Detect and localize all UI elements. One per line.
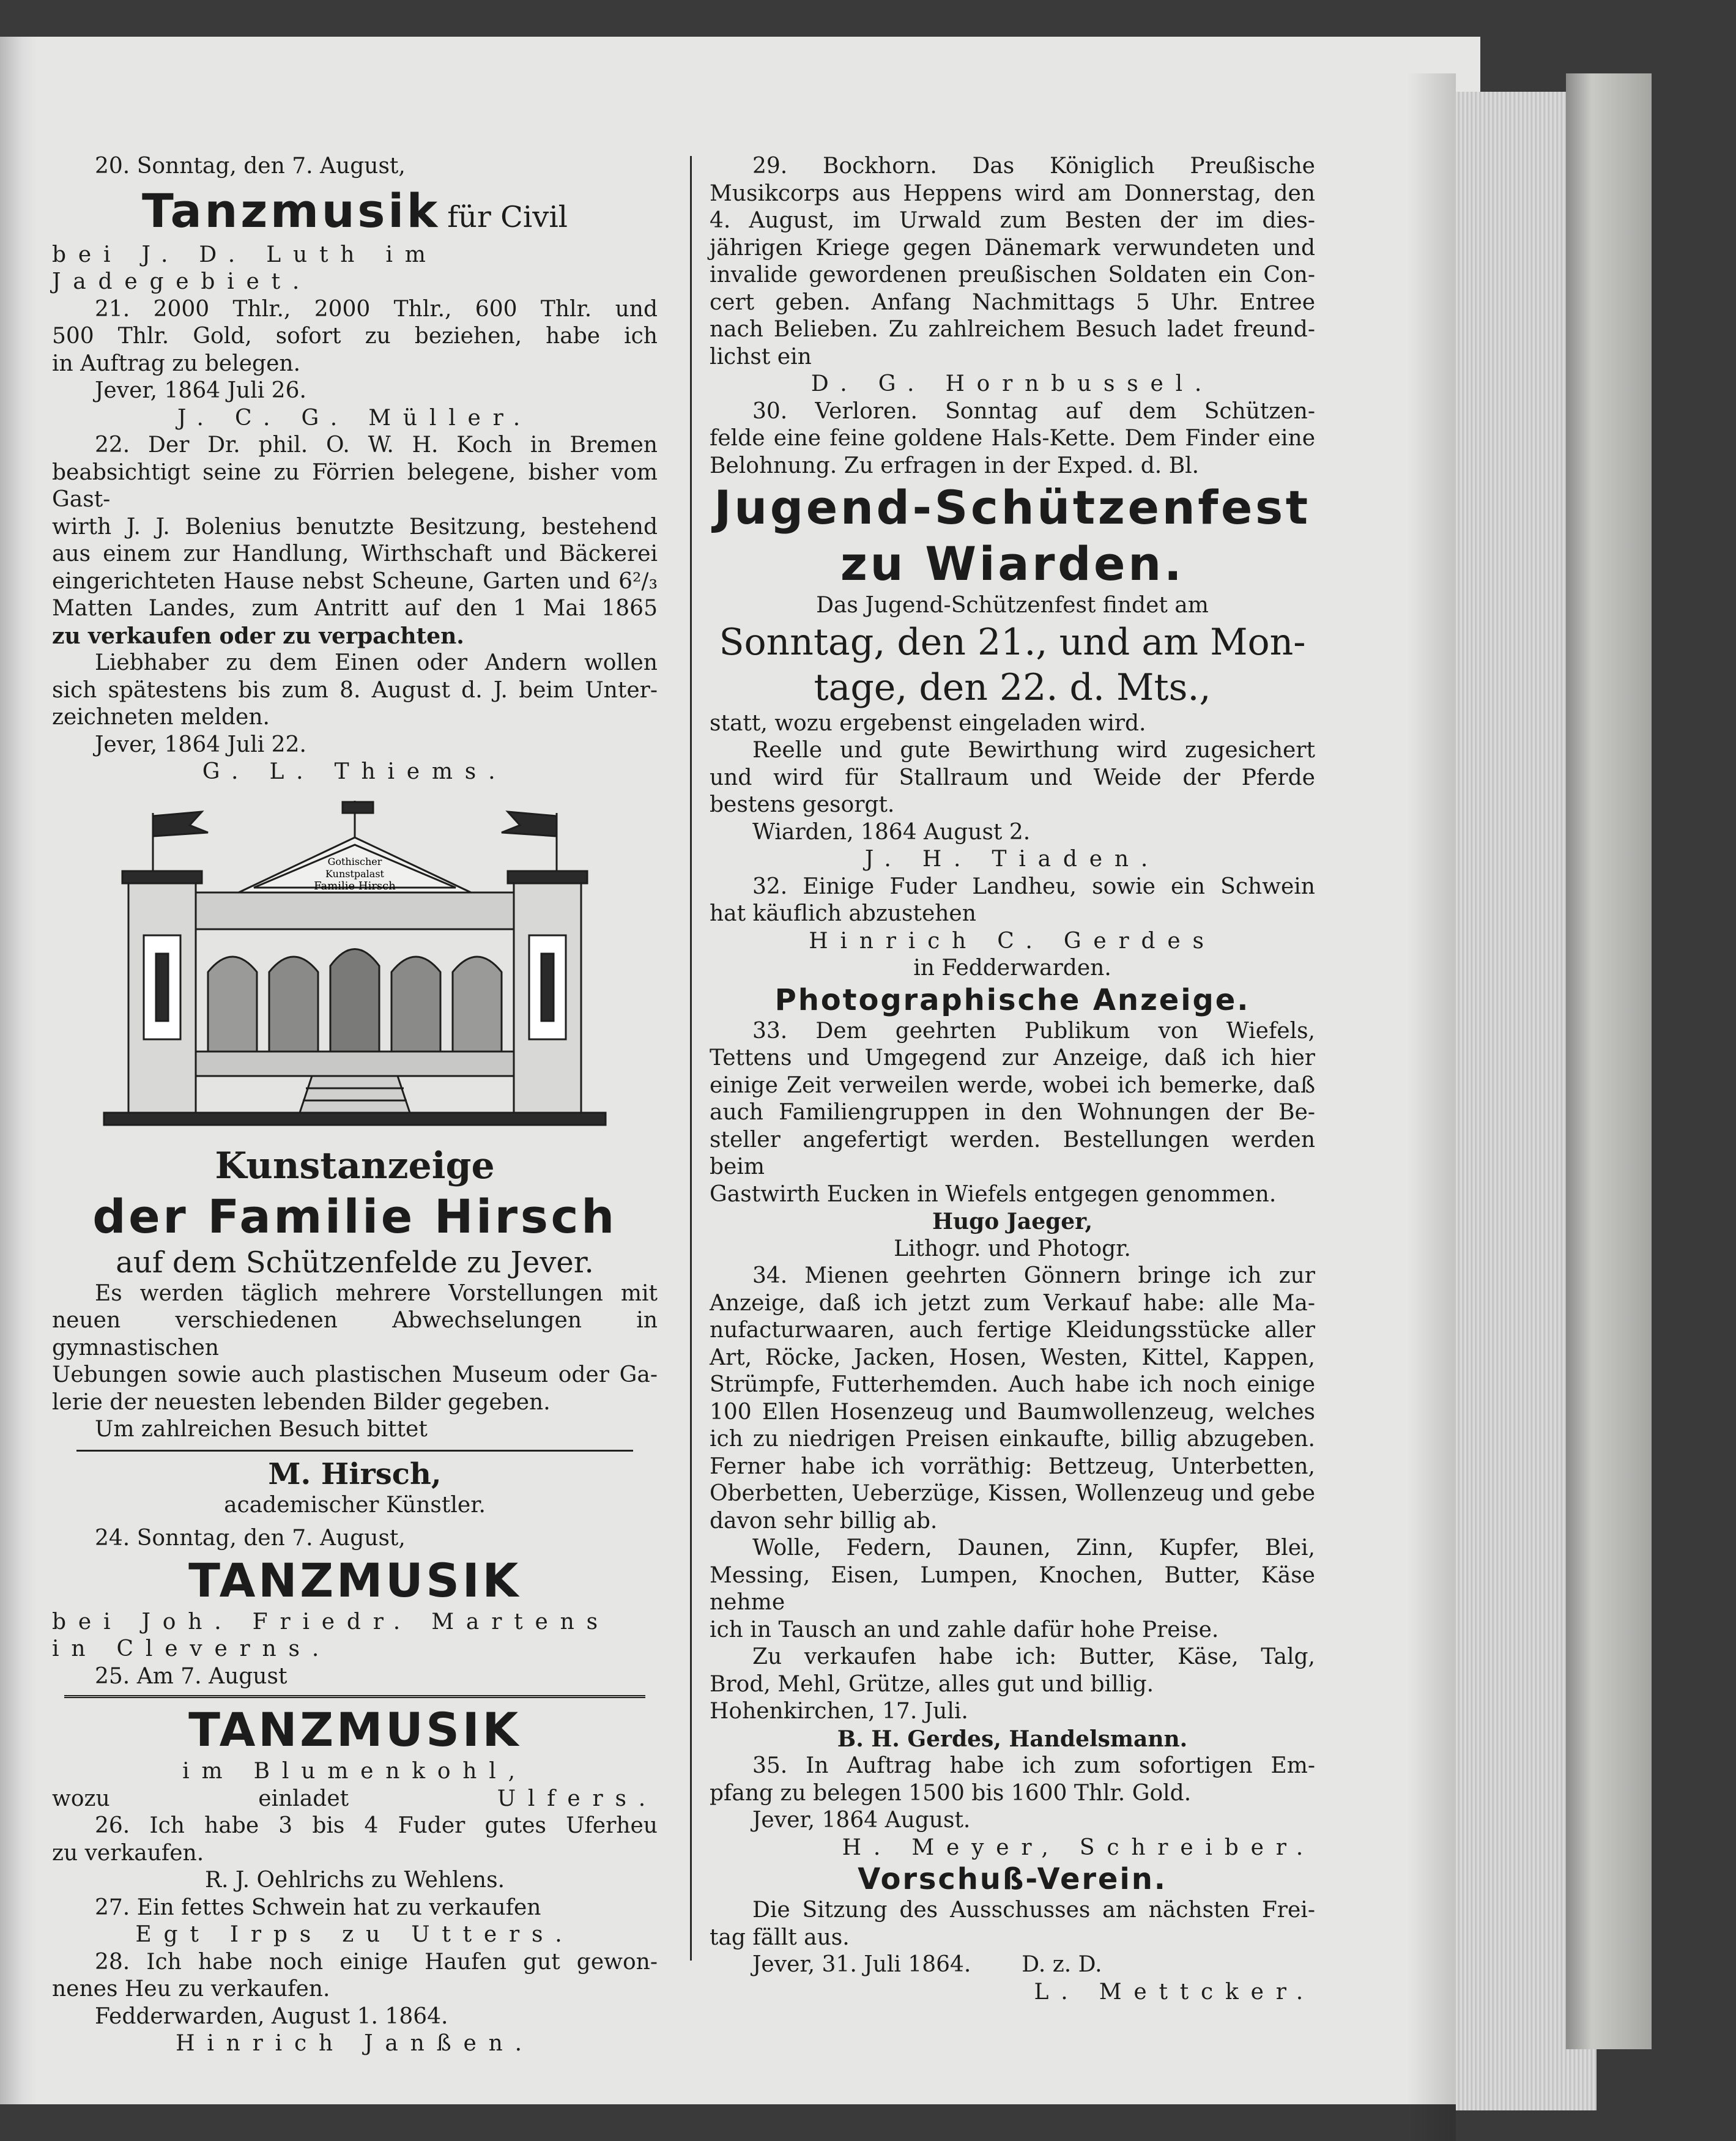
ad-33-line: Gastwirth Eucken in Wiefels entgegen genommen. (710, 1181, 1277, 1207)
ad-34-line: Anzeige, daß ich jetzt zum Verkauf habe: alle Ma- (710, 1290, 1315, 1316)
divider (76, 1450, 633, 1452)
ad-24-line: 24. Sonntag, den 7. August, (95, 1526, 406, 1551)
left-column (52, 153, 658, 2058)
right-column (710, 153, 1315, 2006)
ad-20-title: Tanzmusik für Civil (141, 183, 568, 238)
ad-24-title: TANZMUSIK (188, 1553, 521, 1608)
ad-23-title: Kunstanzeige (215, 1144, 495, 1187)
ad-23-title: der Familie Hirsch (92, 1189, 617, 1244)
ad-29-line: lichst ein (710, 344, 812, 369)
ad-31-title: Jugend-Schützenfest (714, 480, 1311, 535)
kunstpalast-woodcut (86, 795, 624, 1137)
ad-22-line: sich spätestens bis zum 8. August d. J. beim Unter- (52, 677, 658, 703)
ad-28-line: nenes Heu zu verkaufen. (52, 1976, 330, 2002)
ad-36-date-line: Jever, 31. Juli 1864. D. z. D. (752, 1952, 1102, 1977)
ad-34-line: ich in Tausch an und zahle dafür hohe Preise. (710, 1617, 1219, 1642)
ad-30-line: 30. Verloren. Sonntag auf dem Schützen- (752, 398, 1315, 424)
ad-29-line: cert geben. Anfang Nachmittags 5 Uhr. Entree (710, 289, 1315, 315)
ad-34-line: davon sehr billig ab. (710, 1508, 938, 1534)
ad-31-line: statt, wozu ergebenst eingeladen wird. (710, 710, 1146, 736)
ad-35-date: Jever, 1864 August. (752, 1808, 971, 1833)
ad-32-line: 32. Einige Fuder Landheu, sowie ein Schwein (752, 874, 1315, 899)
ad-30-line: felde eine feine goldene Hals-Kette. Dem Finder eine (710, 426, 1315, 451)
ad-26-signature: R. J. Oehlrichs zu Wehlens. (204, 1868, 505, 1893)
ad-35-signature: H. Meyer, Schreiber. (842, 1835, 1315, 1860)
ad-22-line: zeichneten melden. (52, 705, 270, 730)
ad-34-line: ich zu niedrigen Preisen einkaufte, billig abzugeben. (710, 1427, 1315, 1452)
ad-34-line: Art, Röcke, Jacken, Hosen, Westen, Kittel, Kappen, (710, 1345, 1315, 1370)
ad-25-line: 25. Am 7. August (95, 1663, 287, 1689)
ad-29-line: jährigen Kriege gegen Dänemark verwundeten und (710, 235, 1315, 261)
ad-33-line: steller angefertigt werden. Bestellungen werden beim (710, 1127, 1315, 1179)
ad-31-dates: Sonntag, den 21., und am Mon- (719, 620, 1306, 664)
ad-36-signature: L. Mettcker. (1034, 1979, 1315, 2005)
ad-28-signature: Hinrich Janßen. (176, 2031, 534, 2056)
ad-35-line: 35. In Auftrag habe ich zum sofortigen Em- (752, 1753, 1315, 1778)
ad-22-signature: G. L. Thiems. (202, 759, 508, 784)
ad-34-line: Oberbetten, Ueberzüge, Kissen, Wollenzeug und gebe (710, 1481, 1315, 1506)
ad-23-line: lerie der neuesten lebenden Bilder gegeben. (52, 1389, 551, 1415)
ad-22-line: aus einem zur Handlung, Wirthschaft und Bäckerei (52, 541, 658, 566)
ad-25-invite: wozu einladet Ulfers. (52, 1786, 658, 1811)
book-cover-edge (1566, 73, 1652, 2049)
ad-22-date: Jever, 1864 Juli 22. (95, 732, 306, 757)
ad-21-line: 500 Thlr. Gold, sofort zu beziehen, habe ich (52, 324, 658, 349)
ad-21-signature: J. C. G. Müller. (177, 405, 532, 431)
ad-23-signature: M. Hirsch, (268, 1456, 442, 1491)
ad-29-line: invalide gewordenen preußischen Soldaten ein Con- (710, 262, 1315, 288)
ad-34-line: Messing, Eisen, Lumpen, Knochen, Butter, Käse nehme (710, 1562, 1315, 1615)
page-gutter (0, 37, 37, 2104)
ad-22-line: wirth J. J. Bolenius benutzte Besitzung, bestehend (52, 514, 658, 540)
ad-31-title: zu Wiarden. (840, 536, 1185, 591)
ad-28-line: 28. Ich habe noch einige Haufen gut gewon- (95, 1949, 658, 1975)
ad-34-line: 34. Mienen geehrten Gönnern bringe ich zur (752, 1263, 1315, 1288)
ad-34-line: 100 Ellen Hosenzeug und Baumwollenzeug, welches (710, 1399, 1315, 1425)
ad-35-line: pfang zu belegen 1500 bis 1600 Thlr. Gold. (710, 1780, 1192, 1806)
ad-30-line: Belohnung. Zu erfragen in der Exped. d. Bl. (710, 453, 1200, 478)
ad-22-line: zu verkaufen oder zu verpachten. (52, 623, 464, 649)
ad-32-line: hat käuflich abzustehen (710, 901, 976, 926)
woodcut-sign-line: Kunstpalast (325, 867, 384, 880)
ad-33-line: auch Familiengruppen in den Wohnungen der Be- (710, 1100, 1315, 1125)
ad-21-date: Jever, 1864 Juli 26. (95, 378, 306, 403)
ad-36-line: Die Sitzung des Ausschusses am nächsten Frei- (752, 1898, 1315, 1923)
ad-29-line: Musikcorps aus Heppens wird am Donnerstag, den (710, 180, 1315, 206)
ad-29-line: 29. Bockhorn. Das Königlich Preußische (752, 154, 1315, 179)
ad-33-line: Tettens und Umgegend zur Anzeige, daß ich hier (710, 1045, 1315, 1070)
ad-23-subtitle: auf dem Schützenfelde zu Jever. (116, 1245, 594, 1280)
ad-34-line: nufacturwaaren, auch fertige Kleidungsstücke aller (710, 1318, 1315, 1343)
ad-23-line: Es werden täglich mehrere Vorstellungen mit (95, 1280, 658, 1306)
ad-27-line: 27. Ein fettes Schwein hat zu verkaufen (95, 1894, 541, 1920)
ad-31-line: und wird für Stallraum und Weide der Pferde (710, 765, 1315, 790)
ad-23-line: Um zahlreichen Besuch bittet (95, 1417, 428, 1442)
ad-22-line: beabsichtigt seine zu Förrien belegene, bisher vom Gast- (52, 459, 658, 512)
ad-25-title: TANZMUSIK (188, 1702, 521, 1757)
ad-34-line: Zu verkaufen habe ich: Butter, Käse, Talg, (752, 1644, 1315, 1669)
woodcut-sign-line: Gothischer (327, 855, 382, 867)
ad-23-line: neuen verschiedenen Abwechselungen in gymnastischen (52, 1308, 658, 1360)
ad-25-venue: im Blumenkohl, (182, 1759, 527, 1784)
ad-31-dates: tage, den 22. d. Mts., (814, 666, 1211, 709)
ad-23-line: Uebungen sowie auch plastischen Museum oder Ga- (52, 1362, 658, 1387)
ad-20-host: bei J. D. Luth im Jadegebiet. (52, 242, 438, 294)
ad-22-line: 22. Der Dr. phil. O. W. H. Koch in Bremen (95, 432, 658, 458)
ad-33-signature: Hugo Jaeger, (932, 1209, 1093, 1234)
ad-31-line: bestens gesorgt. (710, 792, 895, 817)
ad-34-date: Hohenkirchen, 17. Juli. (710, 1699, 968, 1724)
ad-29-signature: D. G. Hornbussel. (811, 371, 1214, 396)
ad-31-line: Das Jugend-Schützenfest findet am (816, 593, 1209, 618)
ad-36-line: tag fällt aus. (710, 1924, 850, 1950)
ad-28-date: Fedderwarden, August 1. 1864. (95, 2003, 448, 2029)
ad-36-title: Vorschuß-Verein. (858, 1862, 1167, 1896)
ad-22-line: Liebhaber zu dem Einen oder Andern wollen (95, 650, 658, 675)
ad-21-line: in Auftrag zu belegen. (52, 351, 301, 376)
ad-22-line: eingerichteten Hause nebst Scheune, Garten und 6²/₃ (52, 568, 658, 594)
ad-20-line: 20. Sonntag, den 7. August, (95, 154, 406, 179)
ad-33-signature-title: Lithogr. und Photogr. (894, 1236, 1131, 1261)
ad-26-line: 26. Ich habe 3 bis 4 Fuder gutes Uferheu (95, 1813, 658, 1838)
ad-34-line: Strümpfe, Futterhemden. Auch habe ich noch einige (710, 1372, 1315, 1397)
ad-21-line: 21. 2000 Thlr., 2000 Thlr., 600 Thlr. und (95, 296, 658, 322)
column-rule (690, 156, 692, 1961)
ad-29-line: nach Belieben. Zu zahlreichem Besuch ladet freund- (710, 317, 1315, 342)
divider (64, 1695, 645, 1698)
ad-24-host: bei Joh. Friedr. Martens in Cleverns. (52, 1609, 610, 1661)
ad-32-signature: Hinrich C. Gerdes (809, 928, 1216, 954)
ad-33-title: Photographische Anzeige. (774, 982, 1250, 1017)
ad-34-line: Ferner habe ich vorräthig: Bettzeug, Unterbetten, (710, 1453, 1315, 1479)
ad-27-signature: Egt Irps zu Utters. (135, 1922, 574, 1947)
woodcut-sign-line: Familie Hirsch (314, 879, 396, 892)
ad-23-signature-title: academischer Künstler. (224, 1492, 486, 1518)
ad-22-line: Matten Landes, zum Antritt auf den 1 Mai 1865 (52, 596, 658, 621)
ad-26-line: zu verkaufen. (52, 1840, 204, 1866)
ad-34-line: Brod, Mehl, Grütze, alles gut und billig. (710, 1671, 1154, 1697)
ad-31-date: Wiarden, 1864 August 2. (752, 819, 1031, 845)
page-shadow (1407, 73, 1456, 2141)
ad-31-line: Reelle und gute Bewirthung wird zugesichert (752, 738, 1315, 763)
ad-29-line: 4. August, im Urwald zum Besten der im dies- (710, 208, 1315, 233)
ad-33-line: einige Zeit verweilen werde, wobei ich bemerke, daß (710, 1072, 1315, 1098)
ad-33-line: 33. Dem geehrten Publikum von Wiefels, (752, 1018, 1315, 1044)
ad-34-signature: B. H. Gerdes, Handelsmann. (837, 1726, 1188, 1752)
ad-31-signature: J. H. Tiaden. (864, 847, 1160, 872)
ad-34-line: Wolle, Federn, Daunen, Zinn, Kupfer, Blei, (752, 1535, 1315, 1560)
ad-32-signature-place: in Fedderwarden. (913, 955, 1111, 981)
